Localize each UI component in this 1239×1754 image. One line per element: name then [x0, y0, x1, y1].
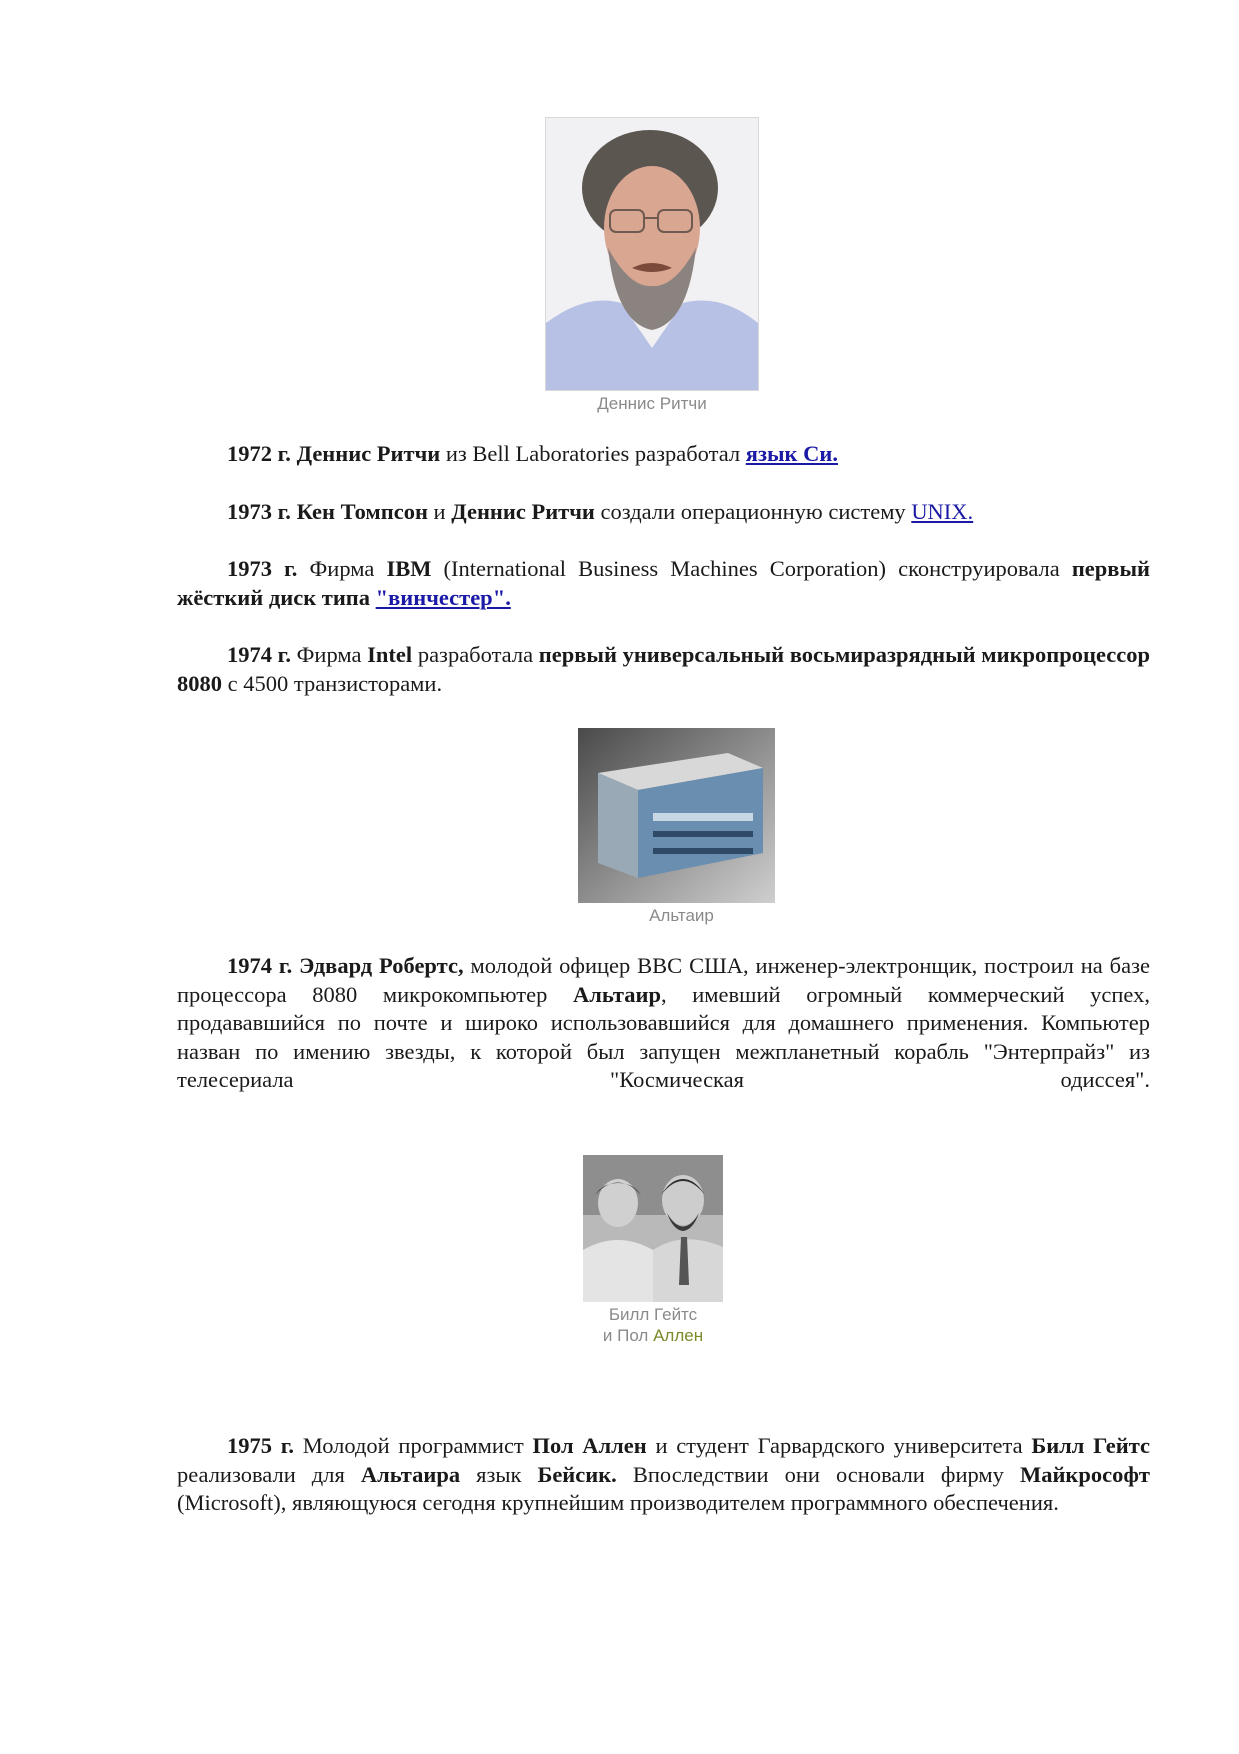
text-span: (Microsoft), являющуюся сегодня крупнейшим производителем программного обеспечения.: [177, 1490, 1059, 1515]
caption-name: Аллен: [653, 1326, 704, 1345]
year-label: 1973 г.: [227, 499, 291, 524]
text-span: из Bell Laboratories разработал: [440, 441, 746, 466]
year-label: 1974 г.: [227, 642, 291, 667]
year-label: 1975 г.: [227, 1433, 295, 1458]
gates-allen-caption: [583, 1304, 723, 1346]
year-label: 1973 г.: [227, 556, 298, 581]
person-name: Эдвард Робертс,: [299, 953, 464, 978]
computer-name: Альтаира: [360, 1461, 461, 1487]
text-span: (International Business Machines Corporation) сконструировала: [431, 556, 1072, 581]
person-name: Пол Аллен: [532, 1433, 647, 1458]
bold-phrase: первый жёсткий диск типа: [177, 556, 1150, 610]
text-span: язык: [460, 1461, 538, 1487]
text-span: создали операционную систему: [594, 499, 912, 524]
link-unix[interactable]: UNIX.: [911, 499, 974, 524]
ritchie-photo: [545, 117, 759, 391]
text-span: и: [427, 499, 452, 524]
figure-ritchie: [544, 117, 760, 414]
year-label: 1972 г.: [227, 441, 291, 466]
person-name: Деннис Ритчи: [451, 499, 595, 524]
altair-caption: Альтаир: [649, 906, 714, 925]
year-label: 1974 г.: [227, 953, 293, 978]
paragraph-1974-roberts: [177, 952, 1150, 1095]
figure-altair: [578, 728, 775, 926]
text-span: с 4500 транзисторами.: [222, 670, 443, 696]
text-span: молодой офицер ВВС США, инженер-электронщик, построил на базе процессора 8080 микрокомпьютер: [177, 953, 1150, 1007]
altair-photo: [578, 728, 775, 903]
paragraph-1973-unix: [177, 498, 1150, 527]
paragraph-1972: [177, 440, 1150, 469]
language-name: Бейсик.: [537, 1461, 617, 1487]
text-span: Молодой программист: [294, 1433, 533, 1458]
person-name: Кен Томпсон: [296, 499, 428, 524]
text-span: Впоследствии они основали фирму: [616, 1461, 1020, 1487]
link-c-language[interactable]: язык Си.: [745, 441, 838, 466]
person-name: Билл Гейтс: [1031, 1433, 1151, 1458]
ritchie-caption: Деннис Ритчи: [597, 394, 707, 413]
link-winchester[interactable]: "винчестер".: [375, 584, 511, 610]
paragraph-1973-ibm: [177, 555, 1150, 612]
company-name: IBM: [386, 556, 432, 581]
caption-line1: Билл Гейтс: [608, 1305, 698, 1324]
paragraph-1974-intel: [177, 641, 1150, 698]
figure-gates-allen: [583, 1155, 723, 1346]
company-name: Майкрософт: [1019, 1461, 1150, 1487]
bold-phrase: первый универсальный восьмиразрядный микропроцессор 8080: [177, 642, 1150, 696]
text-span: разработала: [412, 642, 539, 667]
caption-text: и Пол: [602, 1326, 654, 1345]
text-span: , имевший огромный коммерческий успех, продававшийся по почте и широко использовавшийся для домашнего применения. Компьютер назван по имению звезды, к которой был запущен межпланетный корабль "Энтерпрайз" из телесериала "Космическая одиссея".: [177, 981, 1150, 1092]
text-span: Фирма: [290, 642, 368, 667]
text-span: и студент Гарвардского университета: [646, 1433, 1032, 1458]
caption-line2: [583, 1325, 723, 1346]
text-span: Фирма: [297, 556, 387, 581]
text-span: реализовали для: [177, 1461, 361, 1487]
paragraph-1975: [177, 1432, 1150, 1518]
company-name: Intel: [367, 642, 413, 667]
person-name: Деннис Ритчи: [296, 441, 441, 466]
computer-name: Альтаир: [573, 981, 661, 1007]
gates-allen-photo: [583, 1155, 723, 1302]
